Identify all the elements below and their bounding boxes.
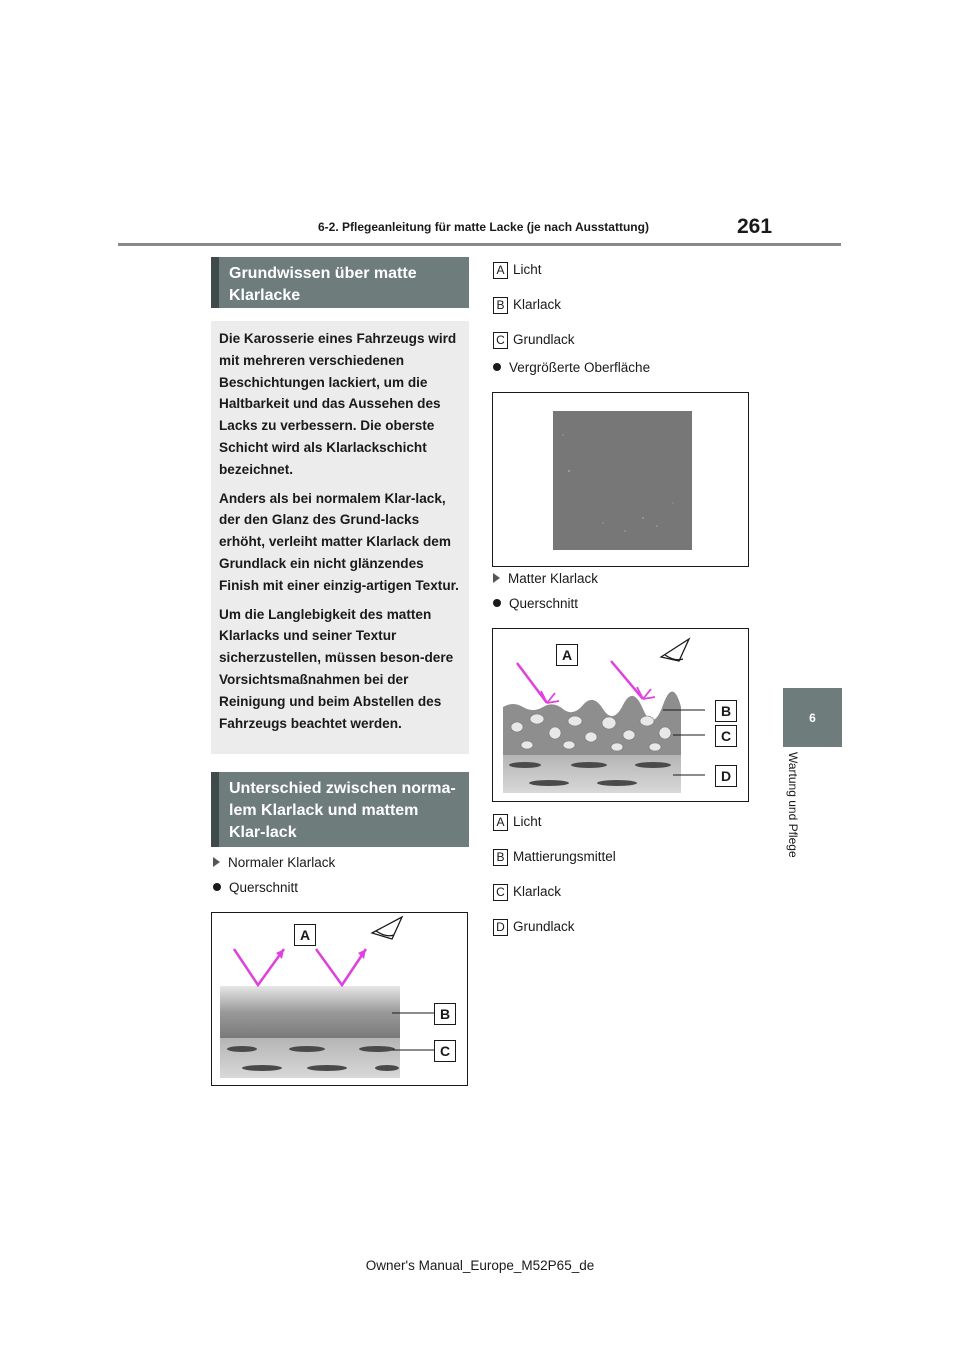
figure-label-b: B xyxy=(434,1003,456,1025)
legend-item-a xyxy=(493,814,542,831)
info-paragraph: Die Karosserie eines Fahrzeugs wird mit mehreren verschiedenen Beschichtungen lackiert, um die Haltbarkeit und das Aussehen des Lacks zu verbessern. Die oberste Schicht wird als Klarlackschicht bezeichnet. xyxy=(219,331,457,477)
subheading-normal xyxy=(213,855,335,870)
bullet-magnified-text: Vergrößerte Oberfläche xyxy=(509,360,651,375)
surface-texture xyxy=(553,411,692,550)
figure-label-c: C xyxy=(715,725,737,747)
legend-item-a xyxy=(493,262,542,279)
dot-bullet-icon xyxy=(493,599,501,607)
eye-icon xyxy=(661,639,689,661)
chapter-tab xyxy=(783,688,842,747)
dot-bullet-icon xyxy=(493,363,501,371)
legend-text: Klarlack xyxy=(513,297,562,312)
legend-item-b xyxy=(493,849,616,866)
matte-cross-section-illustration xyxy=(493,629,748,801)
legend-text: Grundlack xyxy=(513,919,575,934)
bullet-normal-text: Querschnitt xyxy=(229,880,299,895)
chapter-title-text: Wartung und Pflege xyxy=(786,752,800,858)
legend-item-c xyxy=(493,884,561,901)
triangle-bullet-icon xyxy=(213,857,220,867)
figure-label-d: D xyxy=(715,765,737,787)
bullet-normal-cross-section xyxy=(213,880,298,895)
footer-text: Owner's Manual_Europe_M52P65_de xyxy=(365,1258,595,1273)
triangle-bullet-icon xyxy=(493,573,500,583)
bullet-magnified-surface xyxy=(493,360,650,375)
normal-cross-section-illustration xyxy=(212,913,467,1085)
base-coat-layer xyxy=(220,1038,400,1078)
clear-coat-layer xyxy=(220,986,400,1038)
magnified-surface-photo xyxy=(493,393,748,566)
light-rays xyxy=(234,949,366,985)
subheading-matte xyxy=(493,571,598,586)
bullet-matte-text: Querschnitt xyxy=(509,596,579,611)
chapter-title xyxy=(768,752,818,882)
legend-item-c xyxy=(493,332,575,349)
figure-label-a: A xyxy=(294,924,316,946)
bullet-matte-cross-section xyxy=(493,596,578,611)
figure-label-a: A xyxy=(556,644,578,666)
section-heading-difference: Unterschied zwischen norma-lem Klarlack und mattem Klar-lack xyxy=(211,772,469,847)
subheading-matte-text: Matter Klarlack xyxy=(508,571,599,586)
legend-text: Licht xyxy=(513,262,542,277)
legend-letter: B xyxy=(493,297,508,314)
info-paragraph: Um die Langlebigkeit des matten Klarlacks und seiner Textur sicherzustellen, müssen beson-dere Vorsichtsmaßnahmen bei der Reinigung und beim Abstellen des Fahrzeugs beachtet werden. xyxy=(219,606,454,731)
page-number: 261 xyxy=(737,215,773,238)
info-box xyxy=(211,321,469,754)
chapter-number: 6 xyxy=(809,710,816,725)
subheading-normal-text: Normaler Klarlack xyxy=(228,855,336,870)
legend-item-d xyxy=(493,919,575,936)
matte-base-coat-layer xyxy=(503,755,681,793)
figure-matte-cross-section xyxy=(492,628,749,802)
info-paragraph: Anders als bei normalem Klar-lack, der den Glanz des Grund-lacks erhöht, verleiht matter Klarlack dem Grundlack ein nicht glänzendes Finish mit einer einzig-artigen Textur. xyxy=(219,490,459,593)
figure-label-b: B xyxy=(715,700,737,722)
section-heading-basics: Grundwissen über matte Klarlacke xyxy=(211,257,469,308)
section-title: 6-2. Pflegeanleitung für matte Lacke (je nach Ausstattung) xyxy=(318,220,649,234)
header-rule xyxy=(118,243,841,246)
legend-letter: A xyxy=(493,814,508,831)
legend-letter: B xyxy=(493,849,508,866)
eye-icon xyxy=(372,917,402,939)
legend-item-b xyxy=(493,297,561,314)
figure-normal-cross-section xyxy=(211,912,468,1086)
legend-text: Klarlack xyxy=(513,884,562,899)
legend-text: Licht xyxy=(513,814,542,829)
figure-label-c: C xyxy=(434,1040,456,1062)
dot-bullet-icon xyxy=(213,883,221,891)
legend-letter: D xyxy=(493,919,508,936)
legend-letter: C xyxy=(493,332,508,349)
legend-letter: C xyxy=(493,884,508,901)
legend-letter: A xyxy=(493,262,508,279)
legend-text: Grundlack xyxy=(513,332,575,347)
legend-text: Mattierungsmittel xyxy=(513,849,616,864)
light-rays xyxy=(517,661,643,703)
figure-magnified-surface xyxy=(492,392,749,567)
